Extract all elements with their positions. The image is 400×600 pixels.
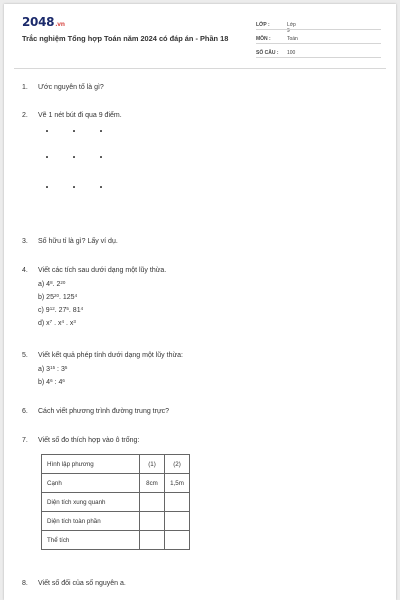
dot xyxy=(73,186,75,188)
question-text: Viết số đối của số nguyên a. xyxy=(38,580,126,587)
q4-item-b: b) $25^{20}$. $125^4$ xyxy=(38,293,78,301)
header-divider xyxy=(14,68,386,69)
question-text: Cách viết phương trình đường trung trực? xyxy=(38,408,170,415)
question-number: 5. xyxy=(22,352,28,359)
meta-value: Toán xyxy=(287,36,298,42)
site-logo[interactable] xyxy=(22,15,65,29)
meta-key: SỐ CÂU : xyxy=(256,50,279,56)
table-cell: (1) xyxy=(140,455,165,474)
question-number: 1. xyxy=(22,84,28,91)
question-text: Ước nguyên tố là gì? xyxy=(38,84,104,91)
table-cell xyxy=(165,493,190,512)
question-text: Vẽ 1 nét bút đi qua 9 điểm. xyxy=(38,112,122,119)
dot xyxy=(46,186,48,188)
page-title: Trắc nghiệm Tổng hợp Toán năm 2024 có đáp án - Phần 18 xyxy=(22,34,229,43)
meta-underline xyxy=(256,29,381,30)
q4-item-d: d) $x^7$ . $x^4$ . $x^3$ xyxy=(38,319,76,327)
meta-value: Lớp 9 xyxy=(287,22,296,34)
question-4 xyxy=(22,266,166,276)
table-cell xyxy=(140,531,165,550)
question-number: 2. xyxy=(22,112,28,119)
question-5 xyxy=(22,351,183,361)
table-cell: Diện tích xung quanh xyxy=(42,493,140,512)
logo-suffix: .vn xyxy=(55,21,65,28)
question-text: Viết các tích sau dưới dạng một lũy thừa. xyxy=(38,267,167,274)
question-7 xyxy=(22,436,139,446)
question-3 xyxy=(22,237,118,247)
q4-item-a: a) $4^8$. $2^{20}$ xyxy=(38,280,66,288)
question-number: 6. xyxy=(22,408,28,415)
dot xyxy=(100,130,102,132)
meta-underline xyxy=(256,57,381,58)
dot xyxy=(46,130,48,132)
table-cell: Diện tích toàn phần xyxy=(42,512,140,531)
question-2 xyxy=(22,111,122,121)
table-row xyxy=(42,493,190,512)
question-number: 4. xyxy=(22,267,28,274)
dot xyxy=(100,156,102,158)
table-row xyxy=(42,531,190,550)
question-number: 7. xyxy=(22,437,28,444)
question-8 xyxy=(22,579,126,589)
table-cell xyxy=(140,493,165,512)
table-row xyxy=(42,474,190,493)
meta-value: 100 xyxy=(287,50,296,56)
question-text: Viết số đo thích hợp vào ô trống: xyxy=(38,437,140,444)
dot xyxy=(73,130,75,132)
q4-item-c: c) $9^{12}$. $27^5$. $81^4$ xyxy=(38,306,84,314)
dot xyxy=(100,186,102,188)
table-cell xyxy=(165,531,190,550)
meta-underline xyxy=(256,43,381,44)
table-cell xyxy=(165,512,190,531)
question-1 xyxy=(22,83,104,93)
table-cell: Cạnh xyxy=(42,474,140,493)
question-text: Số hữu tỉ là gì? Lấy ví dụ. xyxy=(38,238,118,245)
q5-item-b: b) $4^6$ : $4^6$ xyxy=(38,378,65,386)
question-6 xyxy=(22,407,169,417)
table-cell: 8cm xyxy=(140,474,165,493)
table-cell xyxy=(140,512,165,531)
table-cell: Hình lập phương xyxy=(42,455,140,474)
worksheet-page xyxy=(4,4,396,600)
question-number: 3. xyxy=(22,238,28,245)
logo-text: 2048 xyxy=(22,15,55,29)
table-cell: 1,5m xyxy=(165,474,190,493)
table-cell: Thể tích xyxy=(42,531,140,550)
dot xyxy=(46,156,48,158)
meta-key: LỚP : xyxy=(256,22,270,28)
cube-table xyxy=(41,454,190,550)
question-text: Viết kết quả phép tính dưới dạng một lũy thừa: xyxy=(38,352,183,359)
dot xyxy=(73,156,75,158)
table-row xyxy=(42,512,190,531)
question-number: 8. xyxy=(22,580,28,587)
q5-item-a: a) $3^{15}$ : $3^5$ xyxy=(38,365,68,373)
table-row xyxy=(42,455,190,474)
table-cell: (2) xyxy=(165,455,190,474)
meta-key: MÔN : xyxy=(256,36,271,42)
